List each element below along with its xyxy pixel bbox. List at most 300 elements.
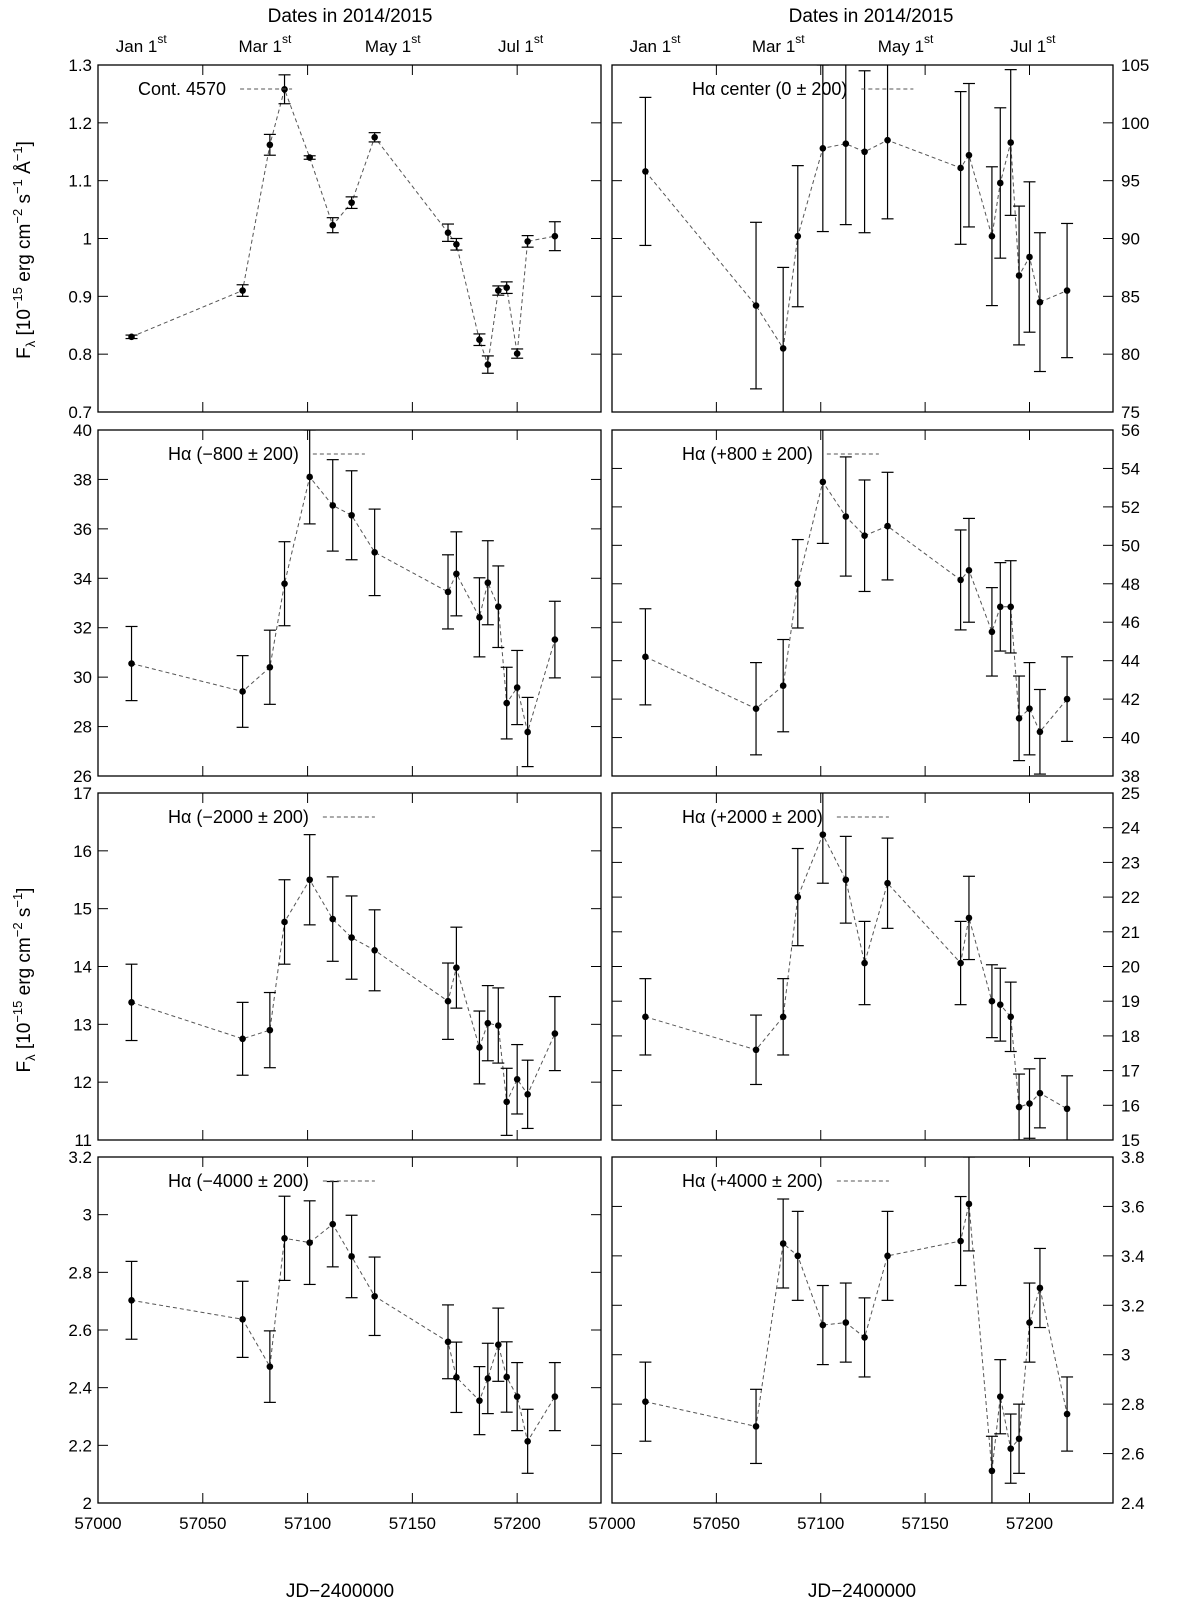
data-point: [239, 1035, 246, 1042]
x-tick-label: 57050: [692, 1514, 741, 1533]
panel-frame: [612, 65, 1113, 412]
data-point: [514, 1076, 521, 1083]
data-point: [780, 1014, 787, 1021]
ylabel-lines-rest2: s: [14, 907, 35, 923]
ylabel-top-rest2: s: [14, 194, 35, 209]
ylabel-lines-base: F: [14, 1060, 35, 1073]
y-tick-label: 20: [1121, 957, 1140, 977]
date-tick-label: [239, 32, 292, 56]
data-point: [820, 145, 827, 152]
panel-7: [68, 1148, 601, 1533]
data-point: [966, 1201, 973, 1208]
panel-frame: [612, 793, 1113, 1140]
y-tick-label: 2.4: [68, 1378, 92, 1398]
y-tick-label: 0.7: [68, 403, 92, 422]
data-point: [1064, 696, 1071, 703]
x-tick-label: 57200: [1005, 1514, 1054, 1533]
y-tick-label: 85: [1121, 287, 1140, 307]
data-point: [794, 580, 801, 587]
data-point: [1016, 715, 1023, 722]
data-point: [552, 233, 559, 240]
data-point: [524, 729, 531, 736]
data-point: [524, 1438, 531, 1445]
y-tick-label: 16: [73, 841, 92, 861]
data-point: [884, 523, 891, 530]
data-point: [267, 142, 274, 149]
data-point: [239, 287, 246, 294]
y-tick-label: 12: [73, 1073, 92, 1093]
data-point: [1016, 1104, 1023, 1111]
data-point: [1026, 1100, 1033, 1107]
y-tick-label: 2: [82, 1494, 92, 1513]
data-point: [524, 238, 531, 245]
data-point: [239, 1316, 246, 1323]
data-point: [281, 580, 288, 587]
data-point: [1026, 1319, 1033, 1326]
data-point: [329, 502, 336, 509]
data-point: [453, 1374, 460, 1381]
date-tick-label: [878, 32, 934, 56]
data-point: [552, 636, 559, 643]
y-tick-label: 3.4: [1121, 1246, 1145, 1266]
y-tick-label: 3.6: [1121, 1197, 1145, 1217]
y-tick-label: 1: [82, 229, 92, 249]
data-point: [371, 1293, 378, 1300]
panel-5: [73, 784, 601, 1150]
data-point: [485, 579, 492, 586]
data-point: [267, 1363, 274, 1370]
data-point: [485, 1375, 492, 1382]
y-tick-label: 40: [73, 421, 92, 440]
ylabel-lines-sub: λ: [23, 1054, 38, 1061]
data-point: [1064, 1105, 1071, 1112]
y-tick-label: 1.2: [68, 113, 92, 133]
data-point: [128, 334, 135, 341]
data-point: [514, 1393, 521, 1400]
data-point: [753, 302, 760, 309]
panel-frame: [98, 793, 601, 1140]
y-tick-label: 0.8: [68, 345, 92, 365]
ylabel-lines-tail: ]: [14, 887, 35, 893]
data-point: [1037, 1285, 1044, 1292]
data-point: [476, 1397, 483, 1404]
data-point: [281, 1235, 288, 1242]
y-tick-label: 2.6: [1121, 1444, 1145, 1464]
data-point: [552, 1393, 559, 1400]
y-tick-label: 15: [1121, 1131, 1140, 1150]
data-point: [306, 876, 313, 883]
data-point: [753, 1423, 760, 1430]
date-tick-label: [498, 32, 544, 56]
panel-1: [68, 56, 601, 422]
date-tick-suffix: st: [671, 32, 681, 46]
data-point: [1016, 272, 1023, 279]
data-point: [329, 1221, 336, 1228]
ylabel-top-sub: λ: [23, 340, 38, 348]
data-point: [780, 345, 787, 352]
y-tick-label: 105: [1121, 56, 1150, 75]
y-tick-label: 24: [1121, 818, 1140, 838]
y-tick-label: 75: [1121, 403, 1140, 422]
y-tick-label: 3: [82, 1205, 92, 1225]
series-line: [645, 140, 1067, 348]
data-point: [514, 684, 521, 691]
data-point: [1037, 299, 1044, 306]
data-point: [1064, 287, 1071, 294]
data-layer: [126, 75, 561, 373]
date-tick-suffix: st: [281, 32, 292, 46]
data-point: [642, 168, 649, 175]
data-point: [495, 1341, 502, 1348]
date-tick-text: Mar 1: [238, 37, 282, 56]
panel-label: Hα (+2000 ± 200): [682, 807, 823, 827]
data-point: [128, 1297, 135, 1304]
data-point: [552, 1030, 559, 1037]
data-point: [514, 350, 521, 357]
bottom-axis-title-left: JD−2400000: [285, 1581, 395, 1602]
y-tick-label: 34: [73, 569, 92, 589]
data-point: [1007, 1445, 1014, 1452]
y-tick-label: 46: [1121, 613, 1140, 633]
data-point: [957, 1238, 964, 1245]
panel-label: Hα (−4000 ± 200): [168, 1171, 309, 1191]
data-point: [957, 165, 964, 172]
data-point: [957, 577, 964, 584]
data-point: [348, 1253, 355, 1260]
data-point: [495, 603, 502, 610]
y-tick-label: 0.9: [68, 287, 92, 307]
y-tick-label: 2.8: [1121, 1395, 1145, 1415]
y-tick-label: 17: [73, 784, 92, 803]
data-point: [642, 1398, 649, 1405]
data-point: [371, 134, 378, 141]
ylabel-lines-exp: −15: [10, 1000, 25, 1023]
panel-label: Hα (+4000 ± 200): [682, 1171, 823, 1191]
x-tick-label: 57000: [74, 1514, 122, 1533]
data-point: [476, 336, 483, 343]
data-point: [445, 589, 452, 596]
data-point: [445, 998, 452, 1005]
data-point: [306, 1239, 313, 1246]
data-point: [503, 700, 510, 707]
data-point: [966, 915, 973, 922]
y-tick-label: 3.8: [1121, 1148, 1145, 1167]
y-tick-label: 17: [1121, 1061, 1140, 1081]
data-point: [495, 287, 502, 294]
data-point: [453, 571, 460, 578]
top-date-axis-right: [630, 32, 1057, 56]
data-point: [843, 140, 850, 147]
data-point: [861, 960, 868, 967]
y-tick-label: 25: [1121, 784, 1140, 803]
date-tick-text: Jan 1: [115, 37, 158, 56]
data-point: [239, 688, 246, 695]
series-line: [132, 89, 555, 364]
x-tick-label: 57000: [588, 1514, 636, 1533]
data-point: [780, 1240, 787, 1247]
data-point: [1007, 139, 1014, 146]
data-point: [329, 916, 336, 923]
top-date-axis-left: [116, 32, 544, 56]
data-point: [476, 614, 483, 621]
data-point: [1016, 1435, 1023, 1442]
top-axis-title-right: Dates in 2014/2015: [788, 6, 954, 27]
y-tick-label: 2.4: [1121, 1494, 1145, 1513]
y-tick-label: 2.2: [68, 1436, 92, 1456]
data-point: [997, 1001, 1004, 1008]
x-tick-label: 57100: [797, 1514, 845, 1533]
series-line: [645, 1204, 1067, 1471]
y-tick-label: 21: [1121, 922, 1140, 942]
panel-label: Cont. 4570: [138, 79, 227, 99]
data-layer: [639, 420, 1073, 774]
y-tick-label: 14: [73, 957, 92, 977]
date-tick-label: [116, 32, 168, 56]
data-point: [1026, 705, 1033, 712]
data-point: [794, 233, 801, 240]
data-point: [989, 629, 996, 636]
data-point: [843, 876, 850, 883]
y-tick-label: 15: [73, 899, 92, 919]
data-point: [861, 1334, 868, 1341]
data-point: [128, 999, 135, 1006]
date-tick-label: [752, 32, 805, 56]
x-tick-label: 57150: [388, 1514, 437, 1533]
ylabel-top-exp3: −1: [10, 179, 25, 195]
date-tick-label: [630, 32, 682, 56]
y-tick-label: 38: [1121, 767, 1140, 786]
series-line: [132, 477, 555, 732]
series-line: [645, 835, 1067, 1109]
date-tick-text: Mar 1: [751, 37, 796, 56]
panel-frame: [98, 65, 601, 412]
data-point: [843, 513, 850, 520]
y-tick-label: 44: [1121, 651, 1140, 671]
date-tick-suffix: st: [1046, 32, 1056, 46]
data-point: [1007, 1014, 1014, 1021]
panel-frame: [612, 1157, 1113, 1503]
ylabel-top-exp: −15: [10, 286, 25, 310]
y-tick-label: 18: [1121, 1026, 1140, 1046]
ylabel-top-exp4: −1: [10, 146, 25, 162]
data-point: [267, 1027, 274, 1034]
y-tick-label: 36: [73, 519, 92, 539]
y-tick-label: 11: [74, 1131, 92, 1150]
y-tick-label: 3.2: [1121, 1296, 1145, 1316]
panel-frame: [98, 1157, 601, 1503]
data-point: [843, 1319, 850, 1326]
ylabel-top-tail: ]: [14, 141, 35, 147]
x-tick-label: 57200: [493, 1514, 541, 1533]
date-tick-suffix: st: [411, 32, 421, 46]
y-tick-label: 22: [1121, 888, 1140, 908]
data-point: [861, 532, 868, 539]
data-point: [997, 1393, 1004, 1400]
data-point: [453, 964, 460, 971]
data-point: [989, 998, 996, 1005]
ylabel-top-body: [10: [14, 309, 35, 341]
panel-4: [612, 420, 1140, 786]
panel-frame: [612, 430, 1113, 776]
data-layer: [126, 835, 561, 1136]
date-tick-suffix: st: [533, 32, 544, 46]
data-point: [957, 960, 964, 967]
y-tick-label: 16: [1121, 1096, 1140, 1116]
y-tick-label: 50: [1121, 536, 1140, 556]
y-tick-label: 13: [73, 1015, 92, 1035]
data-point: [371, 947, 378, 954]
y-tick-label: 42: [1121, 690, 1140, 710]
data-point: [1064, 1411, 1071, 1418]
data-point: [989, 1468, 996, 1475]
date-tick-text: Jul 1: [1010, 37, 1047, 56]
y-tick-label: 52: [1121, 497, 1140, 517]
data-point: [476, 1044, 483, 1051]
panel-label: Hα (−2000 ± 200): [168, 807, 309, 827]
ylabel-top-base: F: [14, 347, 35, 359]
panel-label: Hα center (0 ± 200): [692, 79, 848, 99]
data-point: [997, 180, 1004, 187]
data-point: [524, 1091, 531, 1098]
panel-label: Hα (+800 ± 200): [682, 444, 813, 464]
data-point: [753, 705, 760, 712]
y-tick-label: 56: [1121, 421, 1140, 440]
x-tick-label: 57100: [283, 1514, 332, 1533]
data-point: [306, 474, 313, 481]
data-point: [348, 512, 355, 519]
data-point: [820, 1322, 827, 1329]
data-point: [642, 654, 649, 661]
data-point: [348, 934, 355, 941]
data-layer: [639, 62, 1073, 430]
panel-label: Hα (−800 ± 200): [168, 444, 299, 464]
x-tick-label: 57150: [901, 1514, 949, 1533]
y-tick-label: 54: [1121, 459, 1140, 479]
data-point: [503, 1374, 510, 1381]
data-point: [820, 479, 827, 486]
y-tick-label: 80: [1121, 345, 1140, 365]
data-point: [371, 549, 378, 556]
data-point: [445, 229, 452, 236]
data-point: [128, 660, 135, 667]
y-tick-label: 32: [73, 618, 92, 638]
data-point: [794, 1253, 801, 1260]
data-point: [1026, 254, 1033, 261]
y-tick-label: 90: [1121, 229, 1140, 249]
data-layer: [126, 1182, 561, 1474]
panels-group: [68, 56, 1149, 1533]
data-point: [281, 919, 288, 926]
data-point: [485, 361, 492, 368]
y-tick-label: 100: [1121, 113, 1150, 133]
data-point: [1037, 728, 1044, 735]
data-point: [884, 880, 891, 887]
y-tick-label: 30: [73, 668, 92, 688]
data-layer: [639, 786, 1073, 1142]
data-point: [306, 154, 313, 161]
data-point: [997, 604, 1004, 611]
y-tick-label: 23: [1121, 853, 1140, 873]
data-layer: [639, 1157, 1073, 1505]
ylabel-lines-body: [10: [14, 1022, 35, 1055]
bottom-axis-title-right: JD−2400000: [807, 1581, 917, 1602]
top-axis-title-left: Dates in 2014/2015: [267, 6, 433, 27]
data-point: [794, 894, 801, 901]
data-point: [820, 831, 827, 838]
y-axis-title-lines: [10, 888, 38, 1073]
y-tick-label: 19: [1121, 992, 1140, 1012]
data-point: [753, 1046, 760, 1053]
data-point: [642, 1014, 649, 1021]
date-tick-suffix: st: [795, 32, 805, 46]
x-tick-label: 57050: [179, 1514, 227, 1533]
y-tick-label: 1.1: [68, 171, 92, 191]
panel-8: [588, 1148, 1144, 1533]
y-axis-title-continuum: [10, 141, 38, 359]
date-tick-text: May 1: [364, 37, 412, 56]
series-line: [132, 1224, 555, 1441]
date-tick-label: [1010, 32, 1056, 56]
ylabel-lines-rest: erg cm: [14, 937, 35, 1001]
y-tick-label: 38: [73, 470, 92, 490]
data-point: [503, 284, 510, 291]
ylabel-lines-exp3: −1: [10, 892, 25, 908]
y-tick-label: 28: [73, 717, 92, 737]
data-point: [495, 1022, 502, 1029]
data-point: [884, 137, 891, 144]
ylabel-top-rest: erg cm: [14, 223, 35, 287]
date-tick-text: Jul 1: [497, 37, 534, 56]
date-tick-text: May 1: [877, 37, 925, 56]
data-point: [503, 1099, 510, 1106]
date-tick-label: [365, 32, 421, 56]
y-tick-label: 48: [1121, 574, 1140, 594]
data-point: [329, 222, 336, 229]
data-point: [966, 152, 973, 159]
data-point: [445, 1339, 452, 1346]
panel-2: [612, 56, 1149, 429]
data-point: [884, 1253, 891, 1260]
data-point: [1037, 1090, 1044, 1097]
data-point: [966, 567, 973, 574]
data-point: [780, 682, 787, 689]
data-point: [989, 233, 996, 240]
y-tick-label: 3.2: [68, 1148, 92, 1167]
panel-6: [612, 784, 1140, 1150]
ylabel-lines-exp2: −2: [10, 922, 25, 938]
data-point: [267, 664, 274, 671]
data-point: [485, 1020, 492, 1027]
series-line: [645, 482, 1067, 732]
y-tick-label: 40: [1121, 728, 1140, 748]
date-tick-suffix: st: [157, 32, 167, 46]
data-point: [453, 241, 460, 248]
date-tick-text: Jan 1: [629, 37, 672, 56]
y-tick-label: 26: [73, 767, 92, 786]
series-line: [132, 880, 555, 1102]
panel-3: [73, 421, 601, 786]
y-tick-label: 95: [1121, 171, 1140, 191]
data-point: [348, 199, 355, 206]
ylabel-top-rest3: Å: [14, 161, 35, 180]
data-layer: [126, 430, 561, 767]
y-tick-label: 1.3: [68, 56, 92, 75]
data-point: [861, 148, 868, 155]
date-tick-suffix: st: [924, 32, 934, 46]
y-tick-label: 3: [1121, 1345, 1131, 1365]
data-point: [1007, 604, 1014, 611]
y-tick-label: 2.8: [68, 1263, 92, 1283]
